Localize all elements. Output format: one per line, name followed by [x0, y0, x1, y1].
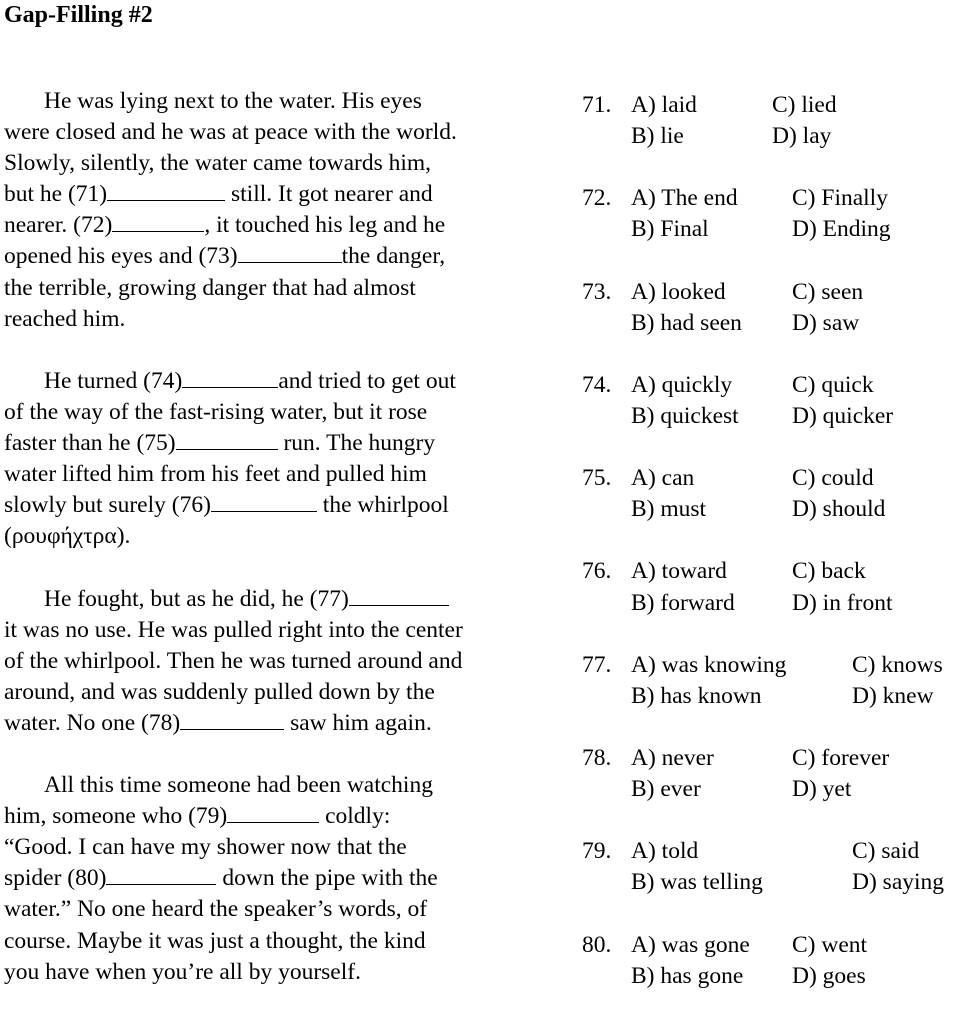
- question-number: 78.: [582, 744, 612, 771]
- passage-text: were closed and he was at peace with the world.: [4, 119, 457, 146]
- passage-text: slowly but surely (76): [4, 492, 211, 519]
- option-b[interactable]: B) Final: [631, 216, 709, 243]
- passage-text: the danger,: [341, 243, 446, 270]
- option-c[interactable]: C) forever: [792, 744, 890, 771]
- passage-text: opened his eyes and (73): [4, 243, 238, 270]
- question-number: 73.: [582, 278, 612, 305]
- answer-blank[interactable]: [238, 242, 342, 263]
- answer-blank[interactable]: [107, 180, 225, 201]
- answer-blank[interactable]: [176, 429, 278, 450]
- passage-text: of the way of the fast-rising water, but it rose: [4, 398, 428, 425]
- option-d[interactable]: D) knew: [852, 682, 934, 709]
- passage-text: water. No one (78): [4, 709, 181, 736]
- answer-blank[interactable]: [180, 709, 284, 730]
- passage-line: [4, 273, 544, 304]
- passage-text: saw him again.: [284, 709, 432, 736]
- passage-text: “Good. I can have my shower now that the: [4, 834, 407, 861]
- passage-text: of the whirlpool. Then he was turned around and: [4, 647, 463, 674]
- option-d[interactable]: D) yet: [792, 776, 852, 803]
- passage-line: [4, 397, 544, 428]
- passage-line: [4, 863, 544, 894]
- passage-text: course. Maybe it was just a thought, the kind: [4, 927, 426, 954]
- option-a[interactable]: A) toward: [631, 558, 727, 585]
- passage-text: and tried to get out: [278, 367, 456, 394]
- option-a[interactable]: A) never: [631, 744, 714, 771]
- option-a[interactable]: A) was knowing: [631, 651, 787, 678]
- question-number: 74.: [582, 371, 612, 398]
- passage-line: [4, 117, 544, 148]
- question-75: [582, 463, 958, 525]
- passage-paragraph: [4, 770, 544, 988]
- passage-text: still. It got nearer and: [225, 181, 433, 208]
- passage-line: [4, 615, 544, 646]
- option-c[interactable]: C) quick: [792, 371, 874, 398]
- passage-line: [4, 894, 544, 925]
- option-c[interactable]: C) back: [792, 558, 866, 585]
- question-80: [582, 930, 958, 992]
- option-c[interactable]: C) lied: [772, 92, 837, 118]
- option-b[interactable]: B) was telling: [631, 869, 763, 896]
- question-79: [582, 836, 958, 898]
- option-b[interactable]: B) lie: [631, 123, 684, 150]
- passage-paragraph: [4, 584, 544, 739]
- passage-text: down the pipe with the: [216, 865, 438, 892]
- passage-text: nearer. (72): [4, 212, 113, 239]
- question-number: 77.: [582, 651, 612, 678]
- question-72: [582, 183, 958, 245]
- passage-line: [4, 148, 544, 179]
- passage-line: [4, 584, 544, 615]
- passage-text: coldly:: [319, 803, 391, 830]
- option-a[interactable]: A) laid: [631, 92, 697, 118]
- question-number: 71.: [582, 92, 612, 118]
- answer-options: [582, 90, 958, 1023]
- option-b[interactable]: B) must: [631, 496, 707, 523]
- answer-blank[interactable]: [182, 367, 278, 388]
- passage-text: water lifted him from his feet and pulled him: [4, 461, 427, 488]
- passage-text: He fought, but as he did, he (77): [44, 585, 349, 612]
- passage-paragraph: [4, 86, 544, 335]
- passage-text: the whirlpool: [316, 492, 449, 519]
- question-number: 80.: [582, 931, 612, 958]
- question-73: [582, 277, 958, 339]
- option-b[interactable]: B) has gone: [631, 962, 744, 989]
- passage-line: [4, 646, 544, 677]
- option-c[interactable]: C) said: [852, 838, 920, 865]
- passage-text: reached him.: [4, 305, 126, 332]
- passage-text: him, someone who (79): [4, 803, 228, 830]
- passage-text: around, and was suddenly pulled down by the: [4, 678, 435, 705]
- passage-line: [4, 86, 544, 117]
- passage-paragraph: [4, 366, 544, 553]
- passage-line: [4, 490, 544, 521]
- passage-text: , it touched his leg and he: [204, 212, 446, 239]
- option-a[interactable]: A) The end: [631, 185, 738, 212]
- answer-blank[interactable]: [211, 491, 317, 512]
- option-d[interactable]: D) Ending: [792, 216, 891, 243]
- passage-text: but he (71): [4, 181, 108, 208]
- question-76: [582, 556, 958, 618]
- option-b[interactable]: B) has known: [631, 682, 762, 709]
- passage-text: you have when you’re all by yourself.: [4, 958, 361, 985]
- passage-line: [4, 366, 544, 397]
- question-74: [582, 370, 958, 432]
- passage-line: [4, 521, 544, 552]
- option-d[interactable]: D) saw: [792, 309, 860, 336]
- question-number: 79.: [582, 838, 612, 865]
- option-b[interactable]: B) had seen: [631, 309, 742, 336]
- option-b[interactable]: B) ever: [631, 776, 701, 803]
- answer-blank[interactable]: [112, 211, 204, 232]
- passage-text: He was lying next to the water. His eyes: [44, 88, 422, 114]
- option-d[interactable]: D) should: [792, 496, 886, 523]
- option-a[interactable]: A) quickly: [631, 371, 733, 398]
- option-c[interactable]: C) went: [792, 931, 868, 958]
- passage-line: [4, 677, 544, 708]
- passage-line: [4, 957, 544, 988]
- option-c[interactable]: C) could: [792, 465, 874, 492]
- passage-line: [4, 210, 544, 241]
- passage: [4, 86, 544, 1019]
- passage-text: the terrible, growing danger that had almost: [4, 274, 416, 301]
- page-title: Gap-Filling #2: [4, 2, 153, 28]
- passage-line: [4, 241, 544, 272]
- passage-text: it was no use. He was pulled right into the center: [4, 616, 463, 643]
- passage-line: [4, 708, 544, 739]
- option-c[interactable]: C) seen: [792, 278, 864, 305]
- passage-line: [4, 304, 544, 335]
- question-71: [582, 90, 958, 152]
- answer-blank[interactable]: [227, 802, 319, 823]
- passage-line: [4, 770, 544, 801]
- question-77: [582, 650, 958, 712]
- answer-blank[interactable]: [106, 864, 216, 885]
- option-a[interactable]: A) can: [631, 465, 695, 492]
- option-d[interactable]: D) goes: [792, 962, 866, 989]
- passage-text: faster than he (75): [4, 430, 176, 457]
- question-number: 72.: [582, 185, 612, 212]
- option-a[interactable]: A) told: [631, 838, 699, 865]
- passage-text: water.” No one heard the speaker’s words, of: [4, 896, 428, 923]
- passage-line: [4, 926, 544, 957]
- passage-line: [4, 459, 544, 490]
- option-d[interactable]: D) lay: [772, 123, 832, 150]
- option-a[interactable]: A) was gone: [631, 931, 750, 958]
- passage-line: [4, 832, 544, 863]
- passage-text: spider (80): [4, 865, 107, 892]
- passage-text: All this time someone had been watching: [44, 772, 433, 799]
- option-b[interactable]: B) forward: [631, 589, 735, 616]
- passage-line: [4, 428, 544, 459]
- option-d[interactable]: D) in front: [792, 589, 893, 616]
- passage-text: run. The hungry: [277, 430, 436, 457]
- answer-blank[interactable]: [349, 585, 449, 606]
- passage-line: [4, 801, 544, 832]
- passage-text: Slowly, silently, the water came towards him,: [4, 150, 432, 177]
- passage-text: He turned (74): [44, 367, 183, 394]
- question-78: [582, 743, 958, 805]
- question-number: 75.: [582, 465, 612, 492]
- question-number: 76.: [582, 558, 612, 585]
- passage-line: [4, 179, 544, 210]
- option-b[interactable]: B) quickest: [631, 402, 739, 429]
- option-d[interactable]: D) quicker: [792, 402, 894, 429]
- passage-text: (ρουφήχτρα).: [4, 523, 131, 550]
- option-a[interactable]: A) looked: [631, 278, 726, 305]
- option-c[interactable]: C) Finally: [792, 185, 888, 212]
- option-d[interactable]: D) saying: [852, 869, 945, 896]
- option-c[interactable]: C) knows: [852, 651, 943, 678]
